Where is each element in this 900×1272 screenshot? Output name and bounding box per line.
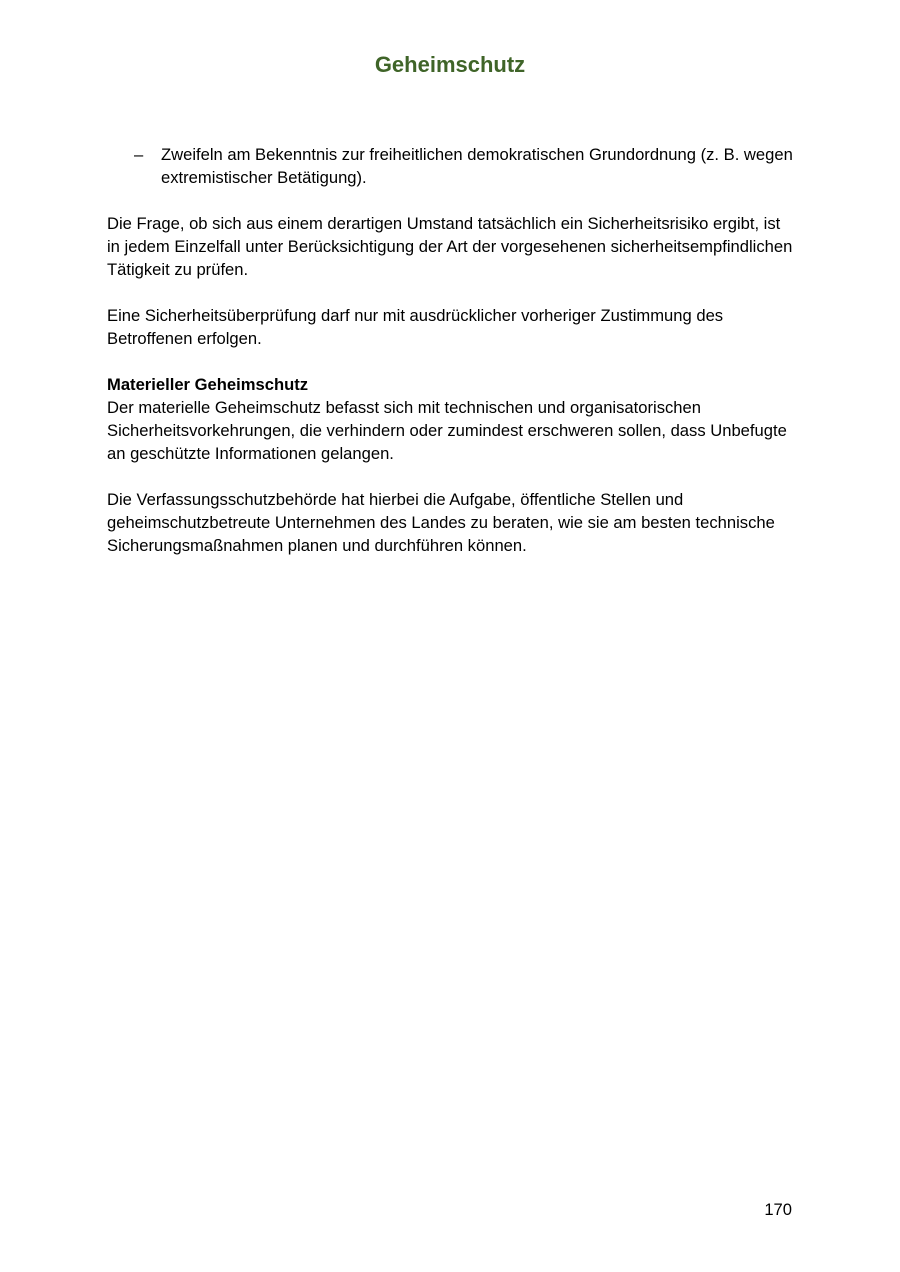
page-title: Geheimschutz [374, 52, 526, 77]
paragraph-advisory-role: Die Verfassungsschutzbehörde hat hierbei die Aufgabe, öffentliche Stellen und geheimschutzbetreute Unternehmen des Landes zu beraten, wie sie am besten technische Sicherungsmaßnahmen planen und durchführen können. [107, 490, 775, 555]
document-body [107, 143, 797, 580]
section-materieller-geheimschutz [107, 373, 797, 465]
bullet-dash-icon: – [134, 145, 144, 164]
list-item-text: Zweifeln am Bekenntnis zur freiheitlichen demokratischen Grundordnung (z. B. wegen extremistischer Betätigung). [161, 145, 793, 187]
section-heading: Materieller Geheimschutz [107, 375, 309, 394]
paragraph-risk-assessment: Die Frage, ob sich aus einem derartigen Umstand tatsächlich ein Sicherheitsrisiko ergibt, ist in jedem Einzelfall unter Berücksichtigung der Art der vorgesehenen sicherheitsempfindlichen Tätigkeit zu prüfen. [107, 214, 793, 279]
list-item [107, 143, 797, 189]
page-number: 170 [764, 1200, 792, 1219]
paragraph-material-protection: Der materielle Geheimschutz befasst sich mit technischen und organisatorischen Sicherheitsvorkehrungen, die verhindern oder zumindest erschweren sollen, dass Unbefugte an geschützte Informationen gelangen. [107, 398, 787, 463]
paragraph-consent: Eine Sicherheitsüberprüfung darf nur mit ausdrücklicher vorheriger Zustimmung des Betroffenen erfolgen. [107, 306, 724, 348]
